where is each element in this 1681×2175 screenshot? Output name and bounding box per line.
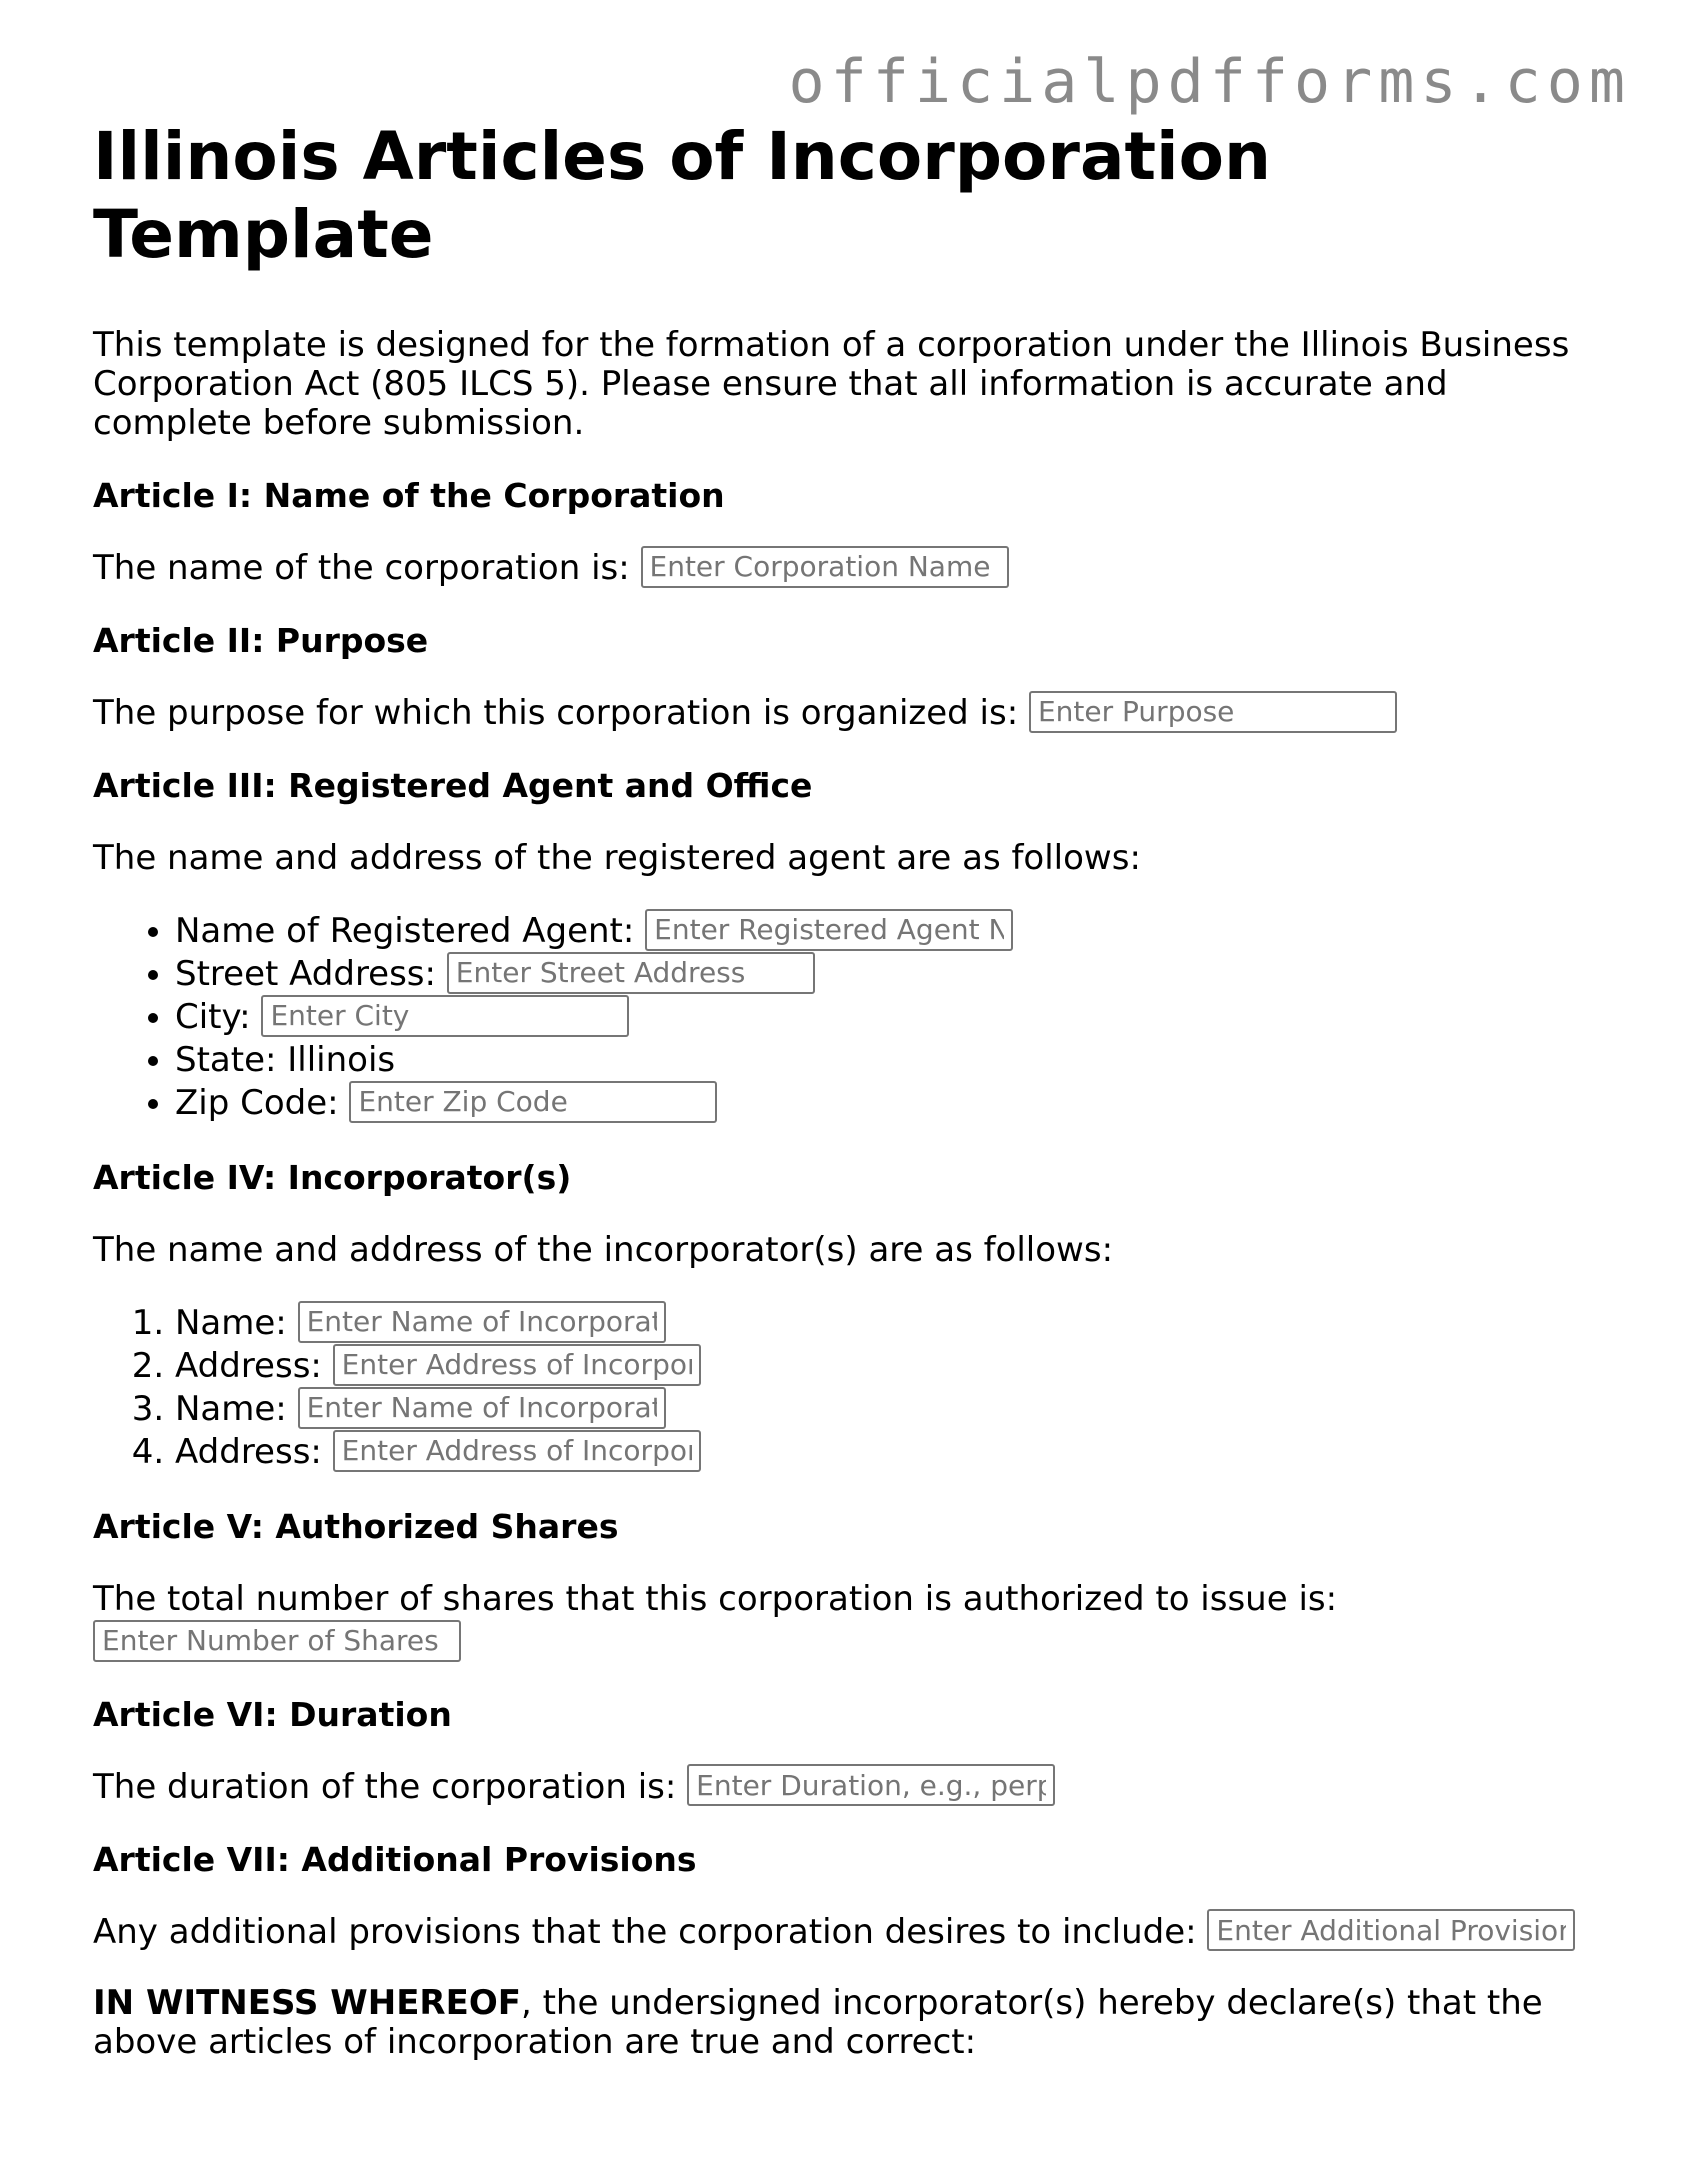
article-2-paragraph	[93, 693, 1593, 733]
article-4-heading: Article IV: Incorporator(s)	[93, 1158, 572, 1197]
article-1-heading: Article I: Name of the Corporation	[93, 476, 725, 515]
zip-code-input[interactable]	[349, 1081, 717, 1123]
article-7-heading: Article VII: Additional Provisions	[93, 1839, 697, 1879]
incorporator-1-name-input[interactable]	[298, 1301, 666, 1343]
incorporator-name-label: Name:	[175, 1303, 287, 1343]
article-6-paragraph	[93, 1767, 1593, 1807]
article-5-paragraph	[93, 1579, 1593, 1662]
state-label: State: Illinois	[175, 1040, 396, 1080]
watermark: officialpdfforms.com	[788, 47, 1631, 117]
registered-agent-list	[93, 910, 1593, 1125]
incorporator-2-address-input[interactable]	[333, 1430, 701, 1472]
list-item	[175, 1039, 1593, 1082]
list-item	[175, 953, 1593, 996]
article-6-text: The duration of the corporation is:	[93, 1766, 677, 1807]
city-label: City:	[175, 997, 251, 1037]
list-item	[175, 1302, 1593, 1345]
incorporator-1-address-input[interactable]	[333, 1344, 701, 1386]
article-4-text: The name and address of the incorporator(s) are as follows:	[93, 1230, 1114, 1270]
agent-name-label: Name of Registered Agent:	[175, 911, 635, 951]
purpose-input[interactable]	[1029, 691, 1397, 733]
witness-paragraph	[93, 1984, 1593, 2062]
list-item	[175, 1388, 1593, 1431]
article-7-text: Any additional provisions that the corporation desires to include:	[93, 1911, 1197, 1952]
list-item	[175, 1345, 1593, 1388]
article-5-heading: Article V: Authorized Shares	[93, 1507, 619, 1546]
street-address-input[interactable]	[447, 952, 815, 994]
article-3-heading: Article III: Registered Agent and Office	[93, 766, 813, 805]
article-6-heading: Article VI: Duration	[93, 1694, 452, 1734]
incorporator-address-label: Address:	[175, 1346, 322, 1386]
list-item	[175, 910, 1593, 953]
zip-code-label: Zip Code:	[175, 1083, 339, 1123]
incorporator-name-label: Name:	[175, 1389, 287, 1429]
article-2-text: The purpose for which this corporation is organized is:	[93, 693, 1019, 733]
article-1-paragraph	[93, 548, 1593, 588]
article-5-text: The total number of shares that this corporation is authorized to issue is:	[93, 1579, 1338, 1619]
number-of-shares-input[interactable]	[93, 1620, 461, 1662]
list-item	[175, 1431, 1593, 1474]
corporation-name-input[interactable]	[641, 546, 1009, 588]
list-item	[175, 996, 1593, 1039]
witness-bold: IN WITNESS WHEREOF	[93, 1982, 521, 2023]
incorporator-address-label: Address:	[175, 1432, 322, 1472]
page-title: Illinois Articles of Incorporation Template	[93, 118, 1271, 273]
incorporator-2-name-input[interactable]	[298, 1387, 666, 1429]
intro-text: This template is designed for the formation of a corporation under the Illinois Business Corporation Act (805 ILCS 5). Please ensure that all information is accurate and complete before submission.	[93, 325, 1570, 443]
incorporator-list	[93, 1302, 1593, 1474]
city-input[interactable]	[261, 995, 629, 1037]
witness-text: , the undersigned incorporator(s) hereby declare(s) that the above articles of incorporation are true and correct:	[93, 1982, 1543, 2062]
street-address-label: Street Address:	[175, 954, 436, 994]
article-3-text: The name and address of the registered agent are as follows:	[93, 838, 1141, 878]
article-7-paragraph	[93, 1912, 1593, 1952]
duration-input[interactable]	[687, 1764, 1055, 1806]
list-item	[175, 1082, 1593, 1125]
article-1-text: The name of the corporation is:	[93, 548, 630, 588]
article-2-heading: Article II: Purpose	[93, 621, 429, 660]
additional-provisions-input[interactable]	[1207, 1909, 1575, 1951]
document-page	[93, 118, 1593, 2062]
agent-name-input[interactable]	[645, 909, 1013, 951]
